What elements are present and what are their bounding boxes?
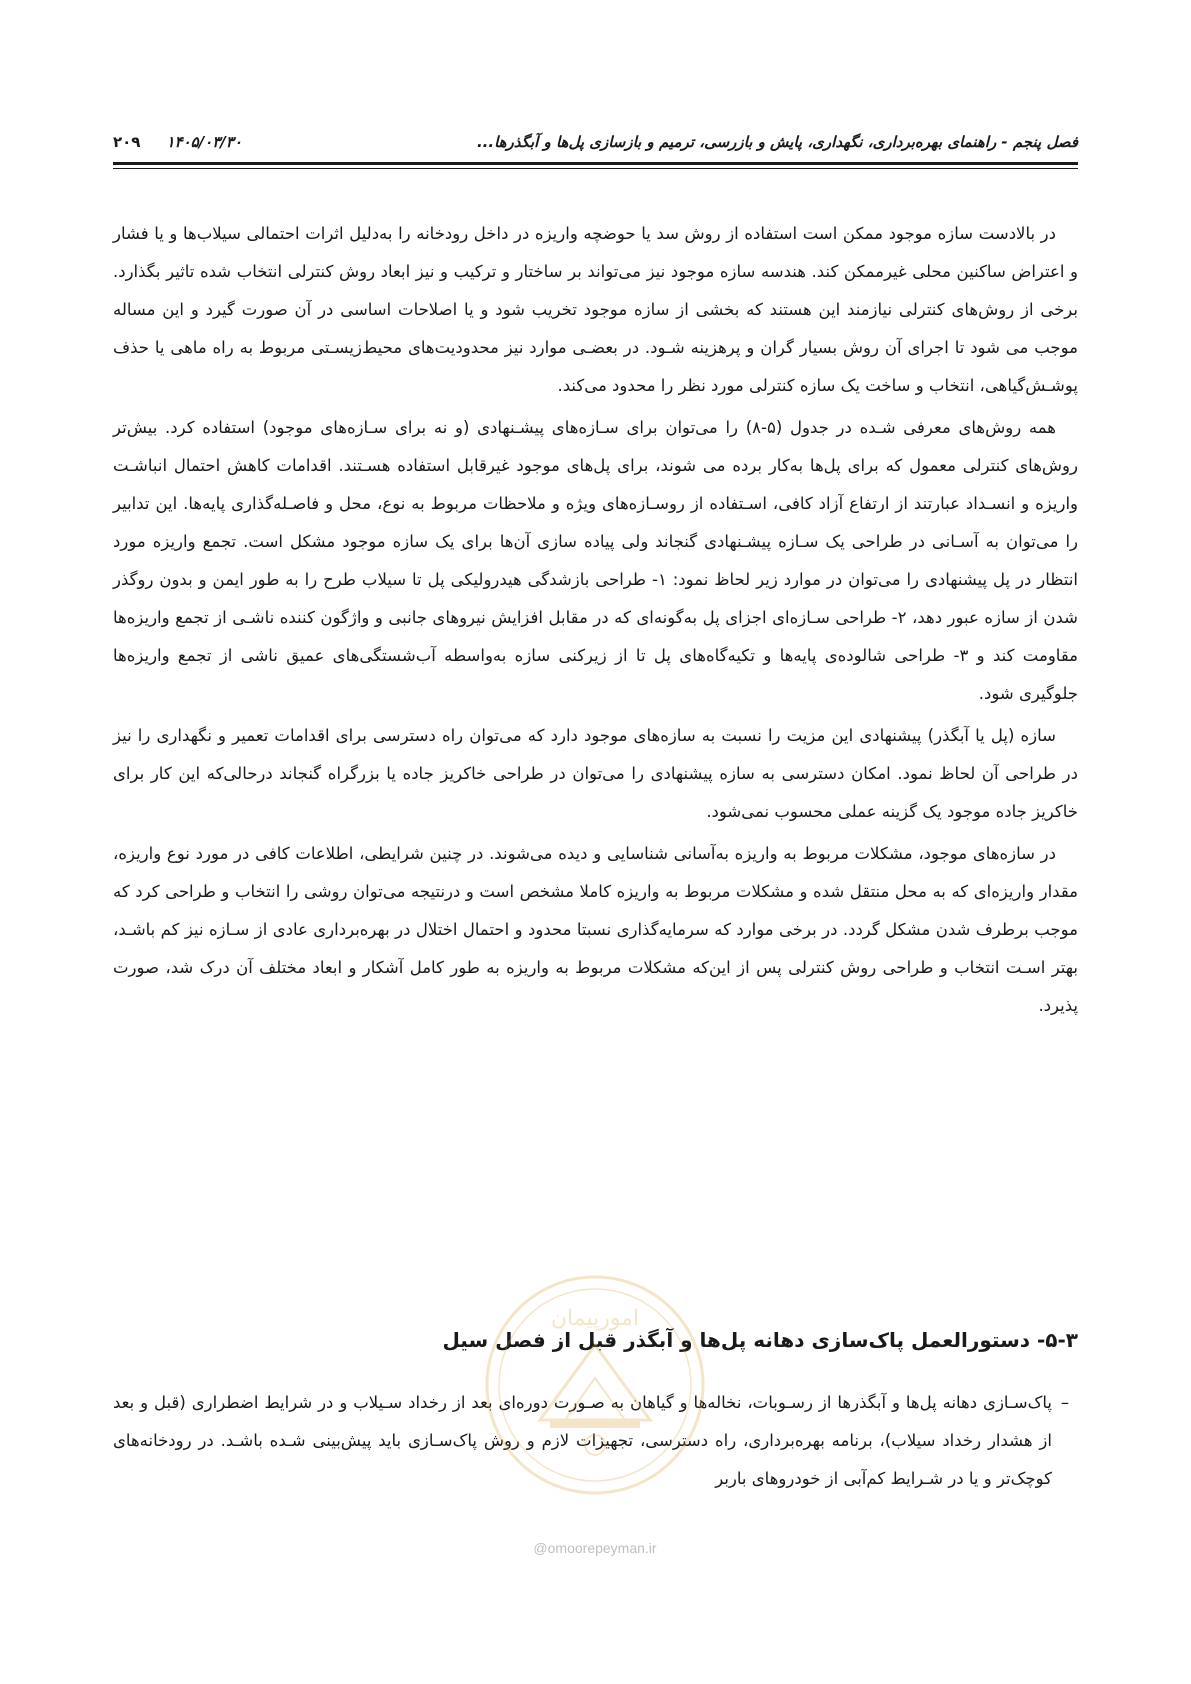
bullet-text: پاک‌سـازی دهانه پل‌ها و آبگذرها از رسـوبات، نخاله‌ها و گیاهان به صـورت دوره‌ای بعد از رخداد سـیلاب و در شرایط اضطراری (قبل و بعد از هشدار رخداد سیلاب)، برنامه بهره‌برداری، راه دسترسی، تجهیزات لازم و روش پاک‌سـازی باید پیش‌بینی شـده باشـد. در رودخانه‌های کوچک‌تر و یا در شـرایط کم‌آبی از خودروهای باربر [113, 1393, 1052, 1488]
section-heading: ۵-۳- دستورالعمل پاک‌سازی دهانه پل‌ها و آبگذر قبل از فصل سیل [442, 1328, 1078, 1352]
watermark-logo-text: امورپیمان [550, 1306, 640, 1331]
body-text [113, 215, 1078, 1029]
header-meta [113, 133, 242, 151]
paragraph: سازه (پل یا آبگذر) پیشنهادی این مزیت را نسبت به سازه‌های موجود دارد که می‌توان راه دسترسی برای اقدامات تعمیر و نگهداری را نیز در طراحی آن لحاظ نمود. امکان دسترسی به سازه پیشنهادی را می‌توان در طراحی خاکریز جاده یا بزرگراه گنجاند درحالی‌که این کار برای خاکریز جاده موجود یک گزینه عملی محسوب نمی‌شود. [113, 726, 1078, 821]
header-rule-thick [113, 162, 1078, 165]
paragraph: در بالادست سازه موجود ممکن است استفاده از روش سد یا حوضچه واریزه در داخل رودخانه را به‌دلیل اثرات احتمالی سیلاب‌ها و یا فشار و اعتراض ساکنین محلی غیرممکن کند. هندسه سازه موجود نیز می‌تواند بر ساختار و ترکیب و نیز ابعاد روش کنترلی انتخاب شده تاثیر بگذارد. برخی از روش‌های کنترلی نیازمند این هستند که بخشی از سازه موجود تخریب شود و یا اصلاحات اساسی در آن صورت گیرد و این مساله موجب می شود تا اجرای آن روش بسیار گران و پرهزینه شـود. در بعضـی موارد نیز محدودیت‌های محیط‌زیسـتی مربوط به راه ماهی یا حذف پوشـش‌گیاهی، انتخاب و ساخت یک سازه کنترلی مورد نظر را محدود می‌کند. [113, 224, 1078, 395]
bullet-dash-icon: – [1060, 1393, 1070, 1412]
watermark-url: @omoorepeyman.ir [533, 1540, 657, 1556]
header-title: فصل پنجم - راهنمای بهره‌برداری، نگهداری، پایش و بازرسی، ترمیم و بازسازی پل‌ها و آبگذرها... [476, 133, 1078, 151]
bullet-item [113, 1384, 1078, 1498]
paragraph: در سازه‌های موجود، مشکلات مربوط به واریزه به‌آسانی شناسایی و دیده می‌شوند. در چنین شرایطی، اطلاعات کافی در مورد نوع واریزه، مقدار واریزه‌ای که به محل منتقل شده و مشکلات مربوط به واریزه کاملا مشخص است و درنتیجه می‌توان روشی را انتخاب و طراحی کرد که موجب برطرف شدن مشکل گردد. در برخی موارد که سرمایه‌گذاری نسبتا محدود و احتمال اختلال در بهره‌برداری عادی از سـازه نیز کم باشـد، بهتر اسـت انتخاب و طراحی روش کنترلی پس از این‌که مشکلات مربوط به واریزه به طور کامل آشکار و ابعاد مختلف آن درک شد، صورت پذیرد. [113, 844, 1078, 1015]
running-header [113, 126, 1078, 158]
paragraph: همه روش‌های معرفی شـده در جدول (۵-۸) را می‌توان برای سـازه‌های پیشـنهادی (و نه برای سـازه‌های موجود) استفاده کرد. بیش‌تر روش‌های کنترلی معمول که برای پل‌ها به‌کار برده می شوند، برای پل‌های موجود غیرقابل استفاده هسـتند. اقدامات کاهش احتمال انباشـت واریزه و انسـداد عبارتند از ارتفاع آزاد کافی، اسـتفاده از روسـازه‌های ویژه و ملاحظات مربوط به نوع، محل و فاصـله‌گذاری پایه‌ها. این تدابیر را می‌توان به آسـانی در طراحی یک سـازه پیشـنهادی گنجاند ولی پیاده سازی آن‌ها برای یک سازه موجود مشکل است. تجمع واریزه مورد انتظار در پل پیشنهادی را می‌توان در موارد زیر لحاظ نمود: ۱- طراحی بازشدگی هیدرولیکی پل تا سیلاب طرح را به طور ایمن و بدون روگذر شدن از سازه عبور دهد، ۲- طراحی سـازه‌ای اجزای پل به‌گونه‌ای که در مقابل افزایش نیروهای جانبی و واژگون کننده ناشـی از تجمع واریزه‌ها مقاومت کند و ۳- طراحی شالوده‌ی پایه‌ها و تکیه‌گاه‌های پل تا از زیرکنی سازه به‌واسطه آب‌شستگی‌های عمیق ناشی از تجمع واریزه‌ها جلوگیری شود. [113, 418, 1078, 703]
header-date: ۱۴۰۵/۰۳/۳۰ [166, 133, 242, 151]
header-rule-thin [113, 168, 1078, 169]
page-number: ۲۰۹ [113, 133, 141, 151]
